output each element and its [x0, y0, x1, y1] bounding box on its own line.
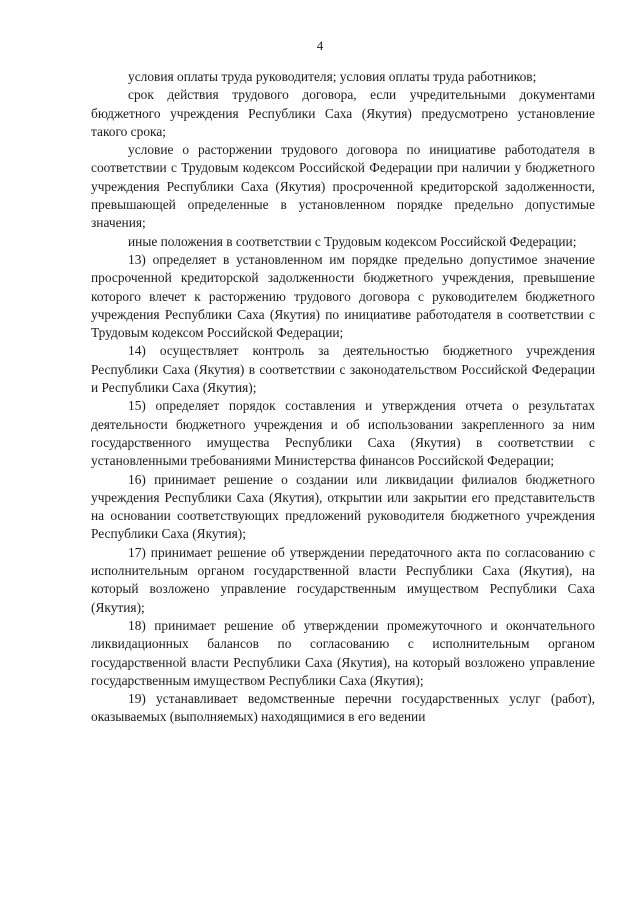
paragraph-item-16: 16) принимает решение о создании или ликвидации филиалов бюджетного учреждения Республики Саха (Якутия), открытии или закрытии его представительств на основании соответствующих предложений руководителя бюджетного учреждения Республики Саха (Якутия);: [91, 471, 595, 542]
paragraph-item-18: 18) принимает решение об утверждении промежуточного и окончательного ликвидационных балансов по согласованию с исполнительным органом государственной власти Республики Саха (Якутия), на который возложено управление государственным имуществом Республики Саха (Якутия);: [91, 617, 595, 688]
paragraph-other-provisions: иные положения в соответствии с Трудовым кодексом Российской Федерации;: [128, 233, 577, 249]
page-number: 4: [316, 38, 324, 53]
paragraph-contract-term: срок действия трудового договора, если учредительными документами бюджетного учреждения Республики Саха (Якутия) предусмотрено установление такого срока;: [91, 87, 595, 139]
paragraph-item-14: 14) осуществляет контроль за деятельностью бюджетного учреждения Республики Саха (Якутия) в соответствии с законодательством Российской Федерации и Республики Саха (Якутия);: [91, 343, 595, 396]
paragraph-item-19: 19) устанавливает ведомственные перечни государственных услуг (работ), оказываемых (выполняемых) находящимися в его ведении: [91, 691, 595, 725]
paragraph-pay-conditions: условия оплаты труда руководителя; условия оплаты труда работников;: [128, 69, 537, 84]
paragraph-item-17: 17) принимает решение об утверждении передаточного акта по согласованию с исполнительным органом государственной власти Республики Саха (Якутия), на который возложено управление государственным имуществом Республики Саха (Якутия);: [91, 544, 595, 615]
document-body: [91, 68, 595, 727]
paragraph-termination-condition: условие о расторжении трудового договора по инициативе работодателя в соответствии с Трудовым кодексом Российской Федерации при наличии у бюджетного учреждения Республики Саха (Якутия) просроченной кредиторской задолженности, превышающей определенные в установленном порядке предельно допустимые значения;: [91, 142, 595, 231]
paragraph-item-15: 15) определяет порядок составления и утверждения отчета о результатах деятельности бюджетного учреждения и об использовании закрепленного за ним государственного имущества Республики Саха (Якутия) в соответствии с установленными требованиями Министерства финансов Российской Федерации;: [91, 398, 595, 469]
paragraph-item-13: 13) определяет в установленном им порядке предельно допустимое значение просроченной кредиторской задолженности бюджетного учреждения, превышение которого влечет к расторжению трудового договора с руководителем бюджетного учреждения Республики Саха (Якутия) по инициативе работодателя в соответствии с Трудовым кодексом Российской Федерации;: [91, 251, 595, 341]
